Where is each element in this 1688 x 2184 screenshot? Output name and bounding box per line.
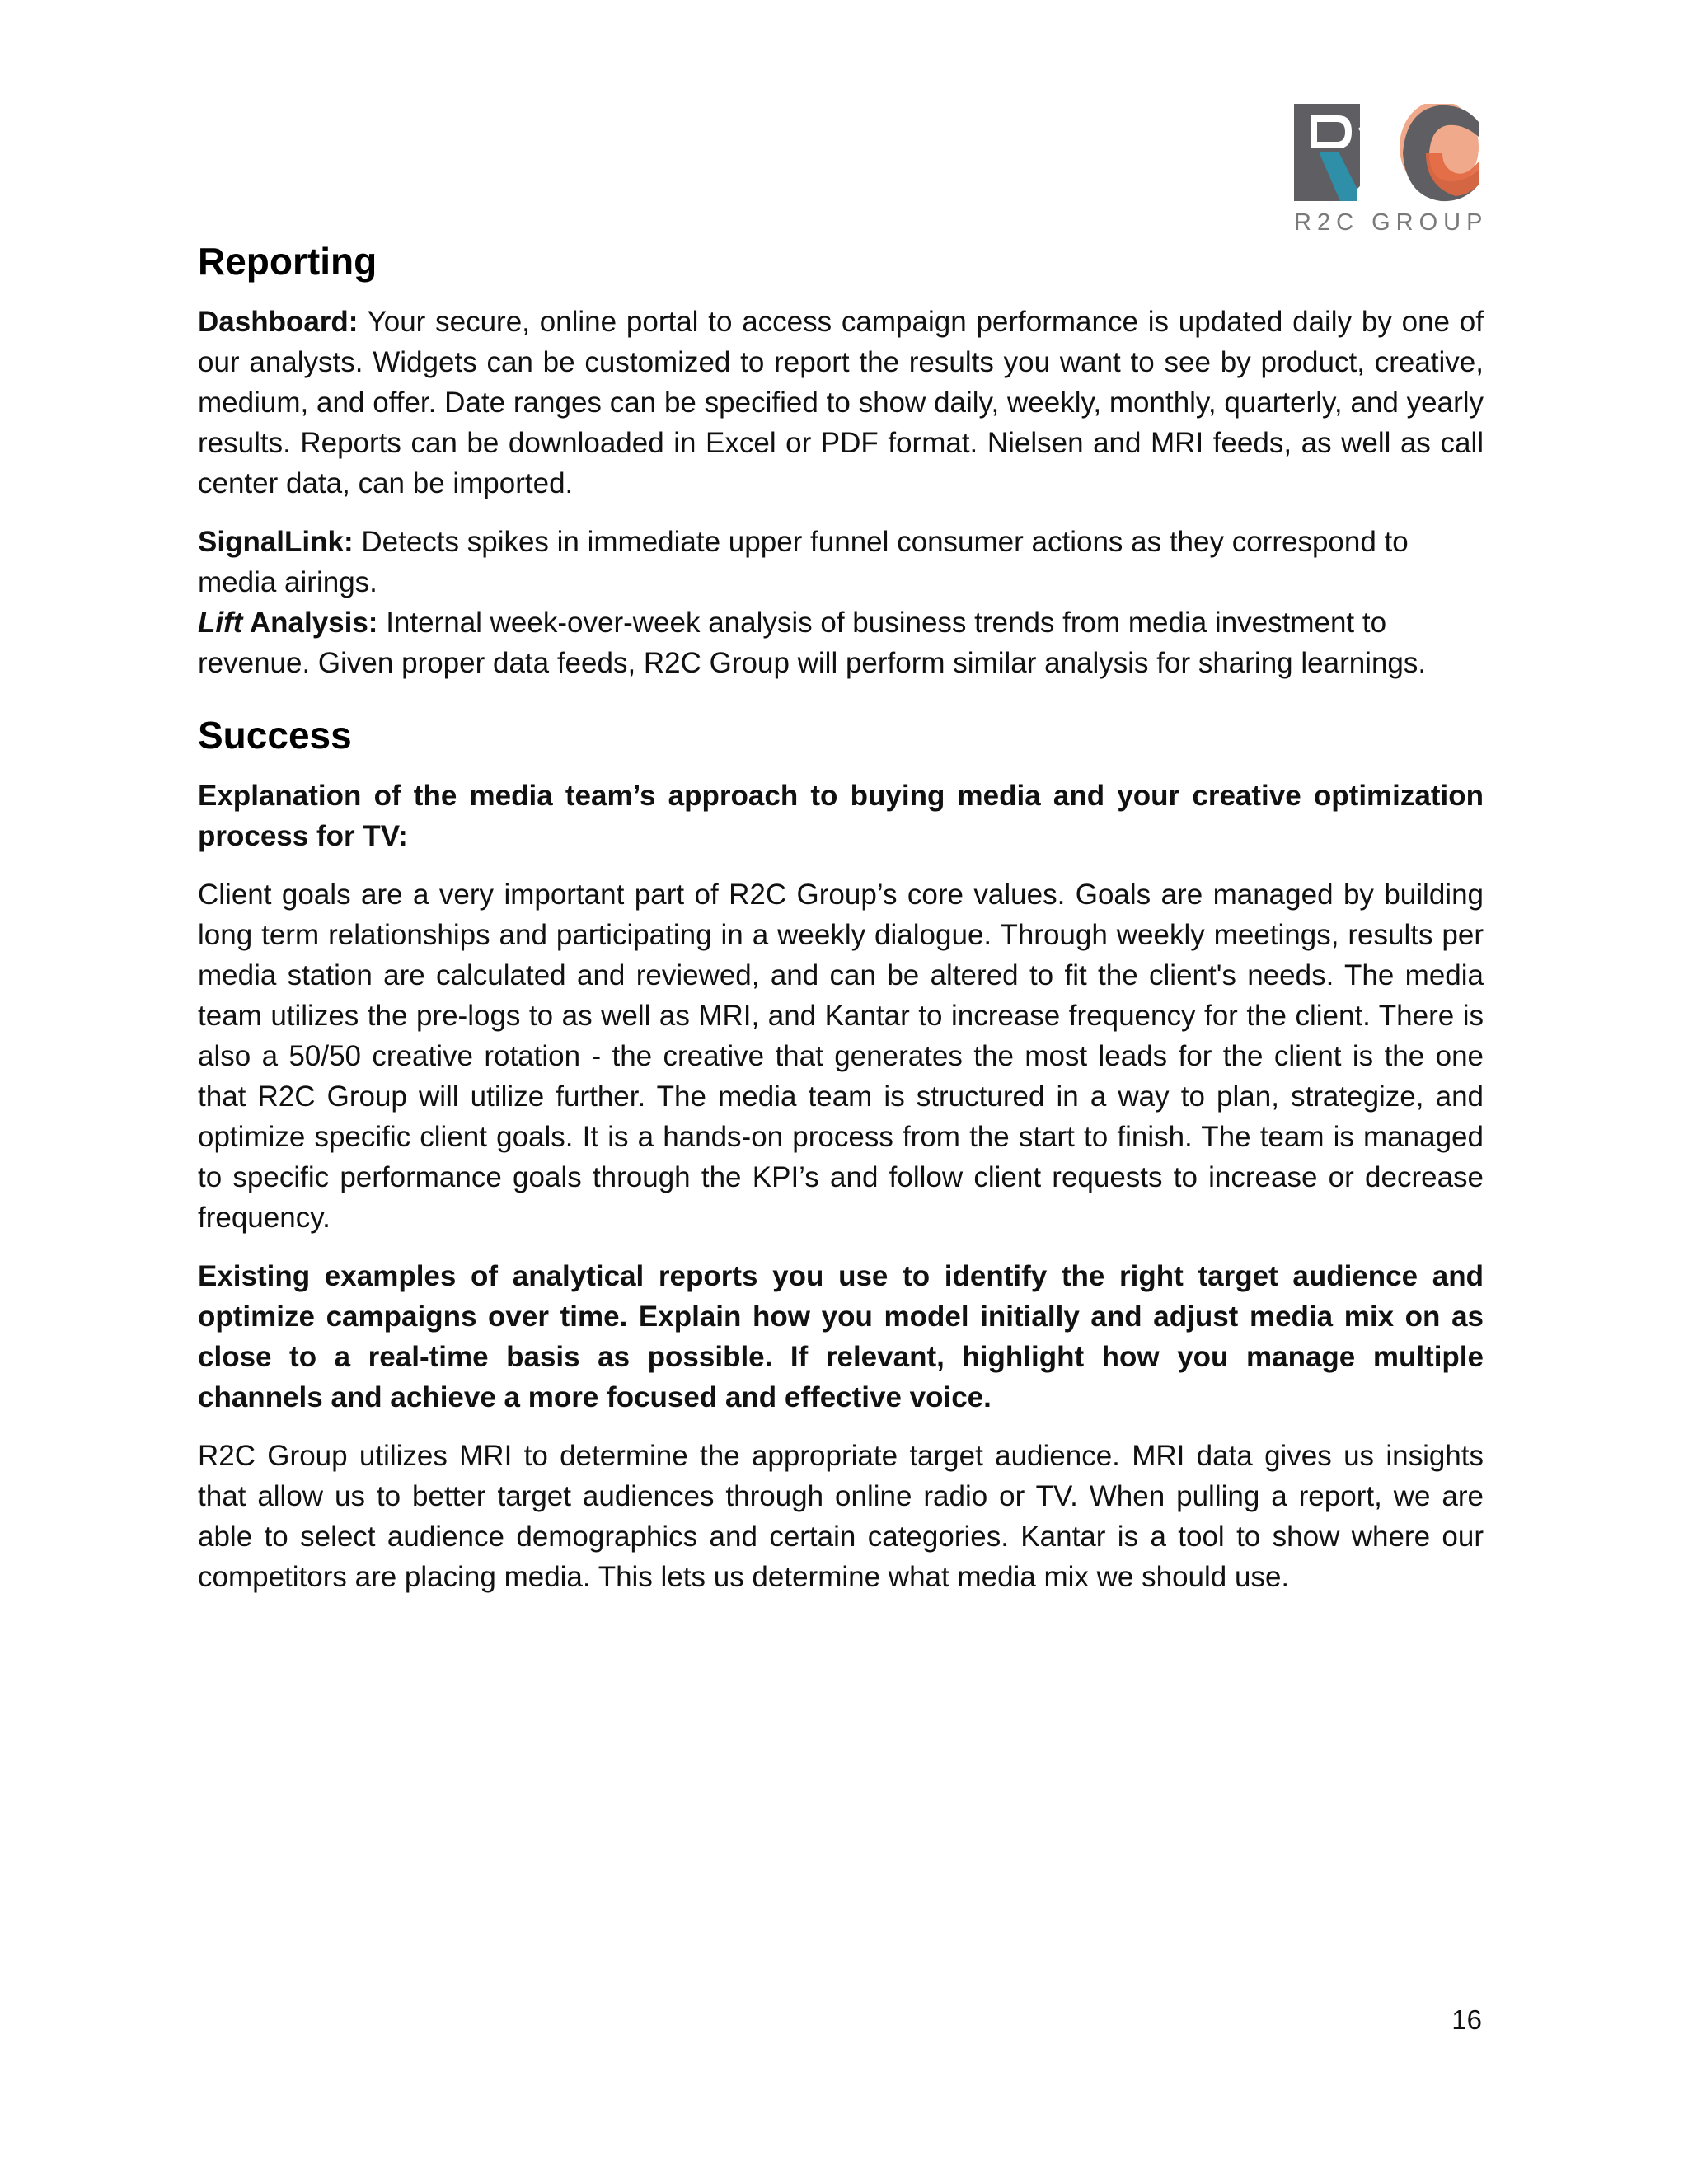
r2c-group-logo [1294, 104, 1489, 237]
answer-1: Client goals are a very important part of R2C Group’s core values. Goals are managed by building long term relationships and participating in a weekly dialogue. Through weekly meetings, results per media station are calculated and reviewed, and can be altered to fit the client's needs. The media team utilizes the pre-logs to as well as MRI, and Kantar to increase frequency for the client. There is also a 50/50 creative rotation - the creative that generates the most leads for the client is the one that R2C Group will utilize further. The media team is structured in a way to plan, strategize, and optimize specific client goals. It is a hands-on process from the start to finish. The team is managed to specific performance goals through the KPI’s and follow client requests to increase or decrease frequency. [198, 879, 1484, 1234]
answer-2: R2C Group utilizes MRI to determine the appropriate target audience. MRI data gives us insights that allow us to better target audiences through online radio or TV. When pulling a report, we are able to select audience demographics and certain categories. Kantar is a tool to show where our competitors are placing media. This lets us determine what media mix we should use. [198, 1440, 1484, 1593]
lift-analysis-paragraph [198, 602, 1484, 683]
question-2-text: Existing examples of analytical reports you use to identify the right target audience and optimize campaigns over time. Explain how you model initially and adjust media mix on as close to a real-time basis as possible. If relevant, highlight how you manage multiple channels and achieve a more focused and effective voice. [198, 1260, 1484, 1413]
signallink-text: Detects spikes in immediate upper funnel consumer actions as they correspond to media airings. [198, 526, 1409, 598]
question-2 [198, 1256, 1484, 1418]
question-1 [198, 776, 1484, 856]
lift-label-rest: Analysis: [242, 607, 378, 639]
dashboard-text: Your secure, online portal to access campaign performance is updated daily by one of our analysts. Widgets can be customized to report the results you want to see by product, creative, medium, and offer. Date ranges can be specified to show daily, weekly, monthly, quarterly, and yearly results. Reports can be downloaded in Excel or PDF format. Nielsen and MRI feeds, as well as call center data, can be imported. [198, 306, 1484, 499]
lift-text: Internal week-over-week analysis of business trends from media investment to revenue. Given proper data feeds, R2C Group will perform similar analysis for sharing learnings. [198, 607, 1427, 679]
page-number: 16 [1451, 2004, 1482, 2035]
dashboard-paragraph [198, 302, 1484, 504]
question-1-text: Explanation of the media team’s approach to buying media and your creative optimization process for TV: [198, 780, 1484, 852]
page-content [198, 237, 1484, 1615]
logo-company-name: R2C GROUP [1294, 209, 1489, 236]
lift-label-italic: Lift [198, 607, 243, 639]
success-heading: Success [198, 714, 352, 757]
r2c-logo-mark-icon [1294, 104, 1479, 209]
signallink-label: SignalLink: [198, 526, 354, 558]
dashboard-label: Dashboard: [198, 306, 359, 338]
reporting-heading: Reporting [198, 240, 377, 283]
signallink-paragraph [198, 522, 1484, 602]
